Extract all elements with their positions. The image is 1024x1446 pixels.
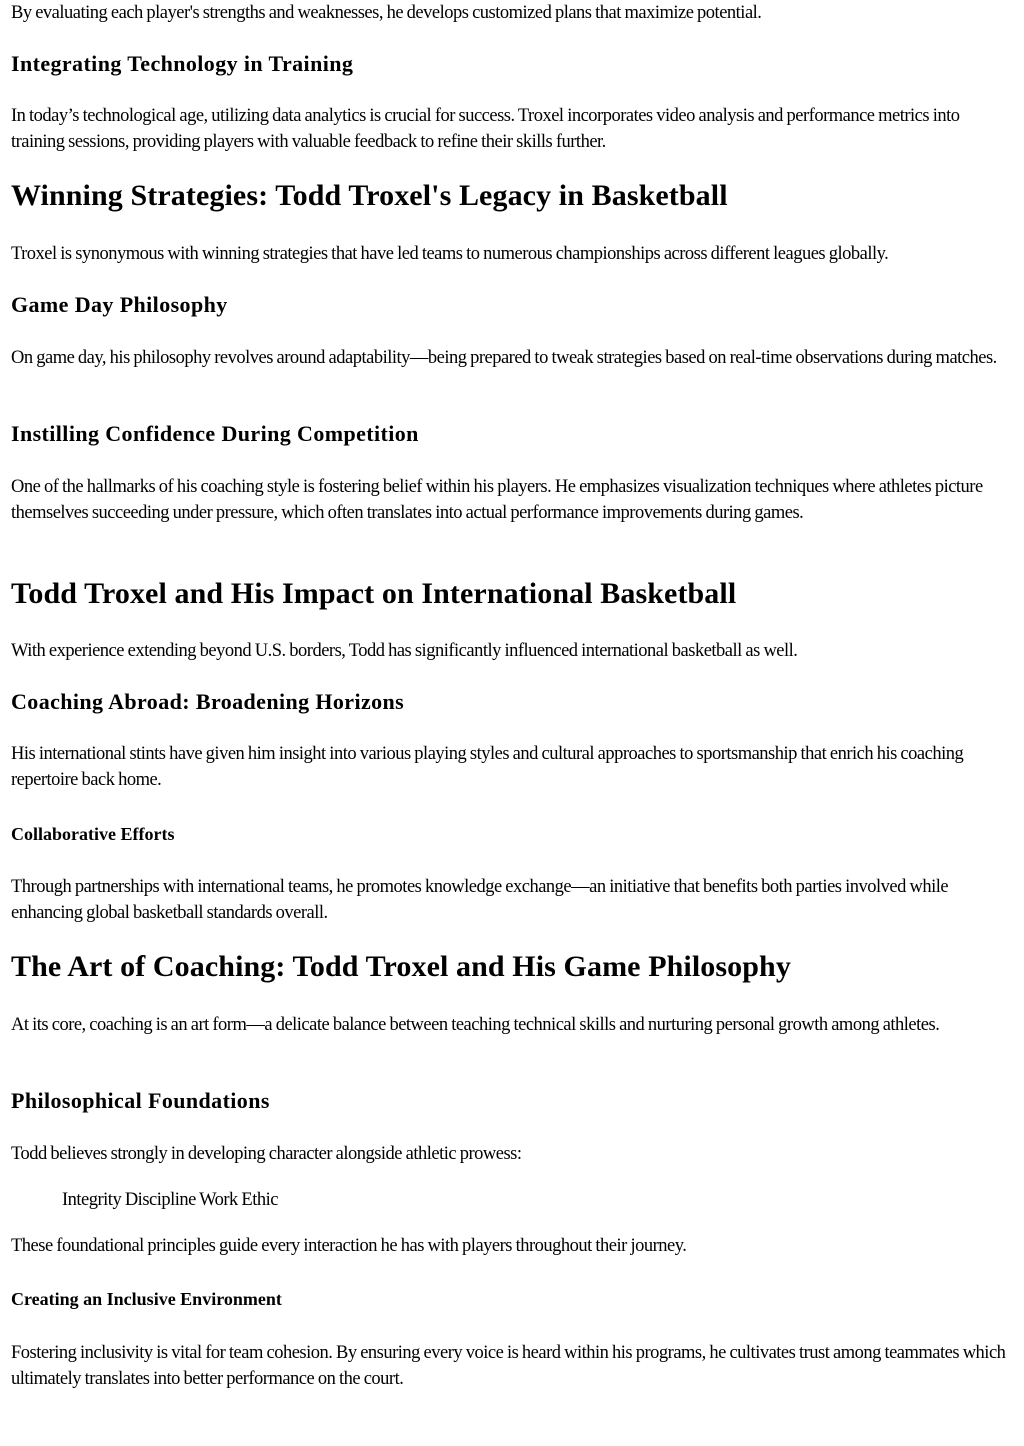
paragraph-data-analytics: In today’s technological age, utilizing data analytics is crucial for success. Troxel incorporates video analysis and performance metrics into training sessions, providing players with valuable feedback to refine their skills further. — [11, 106, 960, 152]
paragraph-fostering-belief: One of the hallmarks of his coaching style is fostering belief within his players. He emphasizes visualization techniques where athletes picture themselves succeeding under pressure, which often translates into actual performance improvements during games. — [11, 477, 983, 523]
paragraph-partnerships: Through partnerships with international teams, he promotes knowledge exchange—an initiative that benefits both parties involved while enhancing global basketball standards overall. — [11, 877, 949, 923]
paragraph-art-form: At its core, coaching is an art form—a delicate balance between teaching technical skills and nurturing personal growth among athletes. — [11, 1015, 940, 1035]
heading-collaborative-efforts: Collaborative Efforts — [11, 824, 175, 844]
paragraph-foundational-principles: These foundational principles guide every interaction he has with players throughout their journey. — [11, 1236, 687, 1256]
paragraph-developing-character: Todd believes strongly in developing character alongside athletic prowess: — [11, 1144, 522, 1164]
paragraph-beyond-borders: With experience extending beyond U.S. borders, Todd has significantly influenced international basketball as well. — [11, 641, 798, 661]
heading-inclusive-environment: Creating an Inclusive Environment — [11, 1289, 282, 1309]
heading-philosophical-foundations: Philosophical Foundations — [11, 1088, 270, 1113]
heading-winning-strategies: Winning Strategies: Todd Troxel's Legacy in Basketball — [11, 179, 728, 212]
paragraph-synonymous-winning: Troxel is synonymous with winning strategies that have led teams to numerous championships across different leagues globally. — [11, 244, 889, 264]
paragraph-international-stints: His international stints have given him insight into various playing styles and cultural approaches to sportsmanship that enrich his coaching repertoire back home. — [11, 744, 964, 790]
paragraph-adaptability: On game day, his philosophy revolves around adaptability—being prepared to tweak strategies based on real-time observations during matches. — [11, 348, 997, 368]
heading-game-day-philosophy: Game Day Philosophy — [11, 292, 228, 317]
heading-international-impact: Todd Troxel and His Impact on International Basketball — [11, 577, 737, 610]
principles-list: Integrity Discipline Work Ethic — [62, 1190, 278, 1210]
heading-instilling-confidence: Instilling Confidence During Competition — [11, 421, 419, 446]
heading-art-of-coaching: The Art of Coaching: Todd Troxel and His Game Philosophy — [11, 950, 791, 983]
paragraph-fostering-inclusivity: Fostering inclusivity is vital for team cohesion. By ensuring every voice is heard within his programs, he cultivates trust among teammates which ultimately translates into better performance on the court. — [11, 1343, 1006, 1389]
heading-integrating-technology: Integrating Technology in Training — [11, 51, 354, 76]
paragraph-evaluating-players: By evaluating each player's strengths and weaknesses, he develops customized plans that maximize potential. — [11, 3, 762, 23]
heading-coaching-abroad: Coaching Abroad: Broadening Horizons — [11, 689, 405, 714]
